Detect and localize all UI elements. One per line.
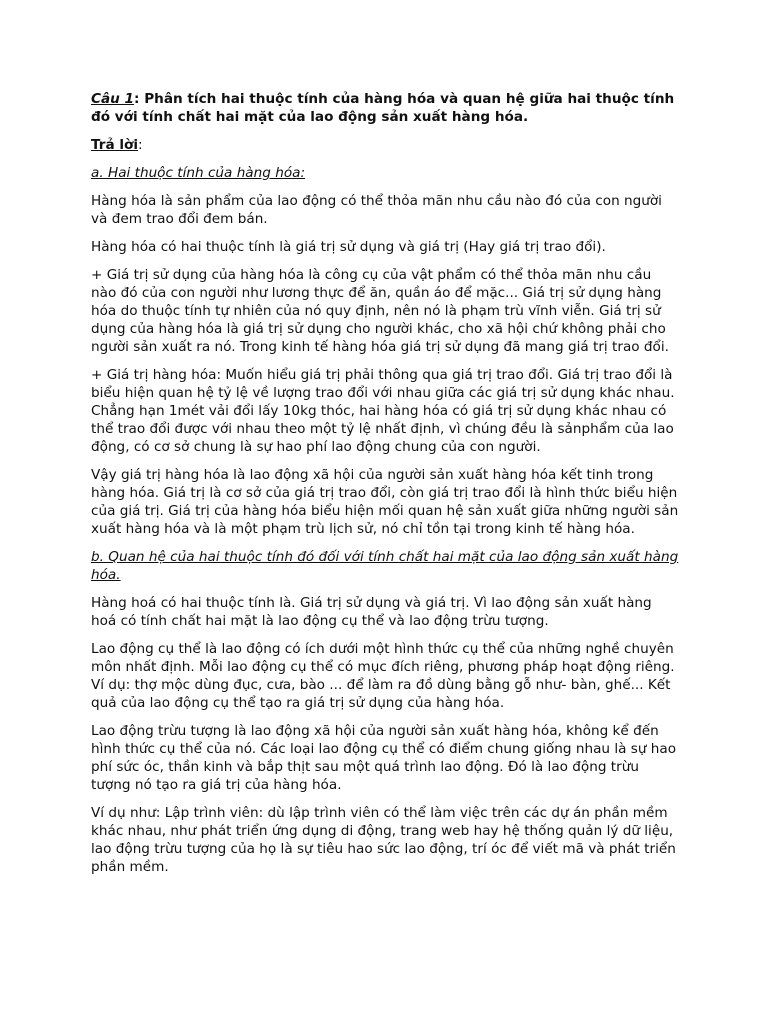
- paragraph: Lao động cụ thể là lao động có ích dưới một hình thức cụ thể của những nghề chuyên môn nhất định. Mỗi lao động cụ thể có mục đích riêng, phương pháp hoạt động riêng. Ví dụ: thợ mộc dùng đục, cưa, bào ... để làm ra đồ dùng bằng gỗ như- bàn, ghế... Kết quả của lao động cụ thể tạo ra giá trị sử dụng của hàng hóa.: [91, 641, 675, 711]
- question-number: Câu 1: [91, 91, 135, 107]
- question-colon: :: [134, 91, 140, 107]
- answer-colon: :: [138, 137, 143, 153]
- paragraph: + Giá trị hàng hóa: Muốn hiểu giá trị phải thông qua giá trị trao đổi. Giá trị trao đổi là biểu hiện quan hệ tỷ lệ về lượng trao đổi với nhau giữa các giá trị sử dụng khác nhau. Chẳng hạn 1mét vải đổi lấy 10kg thóc, hai hàng hóa có giá trị sử dụng khác nhau có thể trao đổi được với nhau theo một tỷ lệ nhất định, vì chúng đều là sảnphẩm của lao động, có cơ sở chung là sự hao phí lao động chung của con người.: [91, 367, 675, 455]
- question-title: [91, 90, 680, 126]
- paragraph: + Giá trị sử dụng của hàng hóa là công cụ của vật phẩm có thể thỏa mãn nhu cầu nào đó của con người như lương thực để ăn, quần áo để mặc... Giá trị sử dụng hàng hóa do thuộc tính tự nhiên của nó quy định, nên nó là phạm trù vĩnh viễn. Giá trị sử dụng của hàng hóa là giá trị sử dụng cho người khác, cho xã hội chứ không phải cho người sản xuất ra nó. Trong kinh tế hàng hóa giá trị sử dụng đã mang giá trị trao đổi.: [91, 267, 669, 355]
- paragraph: Lao động trừu tượng là lao động xã hội của người sản xuất hàng hóa, không kể đến hình thức cụ thể của nó. Các loại lao động cụ thể có điểm chung giống nhau là sự hao phí sức óc, thần kinh và bắp thịt sau một quá trình lao động. Đó là lao động trừu tượng nó tạo ra giá trị của hàng hóa.: [91, 723, 677, 793]
- paragraph: Hàng hóa có hai thuộc tính là giá trị sử dụng và giá trị (Hay giá trị trao đổi).: [91, 239, 606, 255]
- answer-label: Trả lời: [91, 137, 139, 153]
- paragraph: Hàng hoá có hai thuộc tính là. Giá trị sử dụng và giá trị. Vì lao động sản xuất hàng hoá có tính chất hai mặt là lao động cụ thể và lao động trừu tượng.: [91, 595, 652, 629]
- paragraph: Vậy giá trị hàng hóa là lao động xã hội của người sản xuất hàng hóa kết tinh trong hàng hóa. Giá trị là cơ sở của giá trị trao đổi, còn giá trị trao đổi là hình thức biểu hiện của giá trị. Giá trị của hàng hóa biểu hiện mối quan hệ sản xuất giữa những người sản xuất hàng hóa và là một phạm trù lịch sử, nó chỉ tồn tại trong kinh tế hàng hóa.: [91, 467, 679, 537]
- answer-label-line: [91, 136, 680, 154]
- section-a-heading: a. Hai thuộc tính của hàng hóa:: [91, 165, 306, 181]
- paragraph: Ví dụ như: Lập trình viên: dù lập trình viên có thể làm việc trên các dự án phần mềm khác nhau, như phát triển ứng dụng di động, trang web hay hệ thống quản lý dữ liệu, lao động trừu tượng của họ là sự tiêu hao sức lao động, trí óc để viết mã và phát triển phần mềm.: [91, 805, 676, 875]
- paragraph: Hàng hóa là sản phẩm của lao động có thể thỏa mãn nhu cầu nào đó của con người và đem trao đổi đem bán.: [91, 193, 662, 227]
- section-b-heading: b. Quan hệ của hai thuộc tính đó đối với tính chất hai mặt của lao động sản xuất hàng hóa.: [91, 549, 679, 583]
- question-text: Phân tích hai thuộc tính của hàng hóa và quan hệ giữa hai thuộc tính đó với tính chất hai mặt của lao động sản xuất hàng hóa.: [91, 91, 675, 125]
